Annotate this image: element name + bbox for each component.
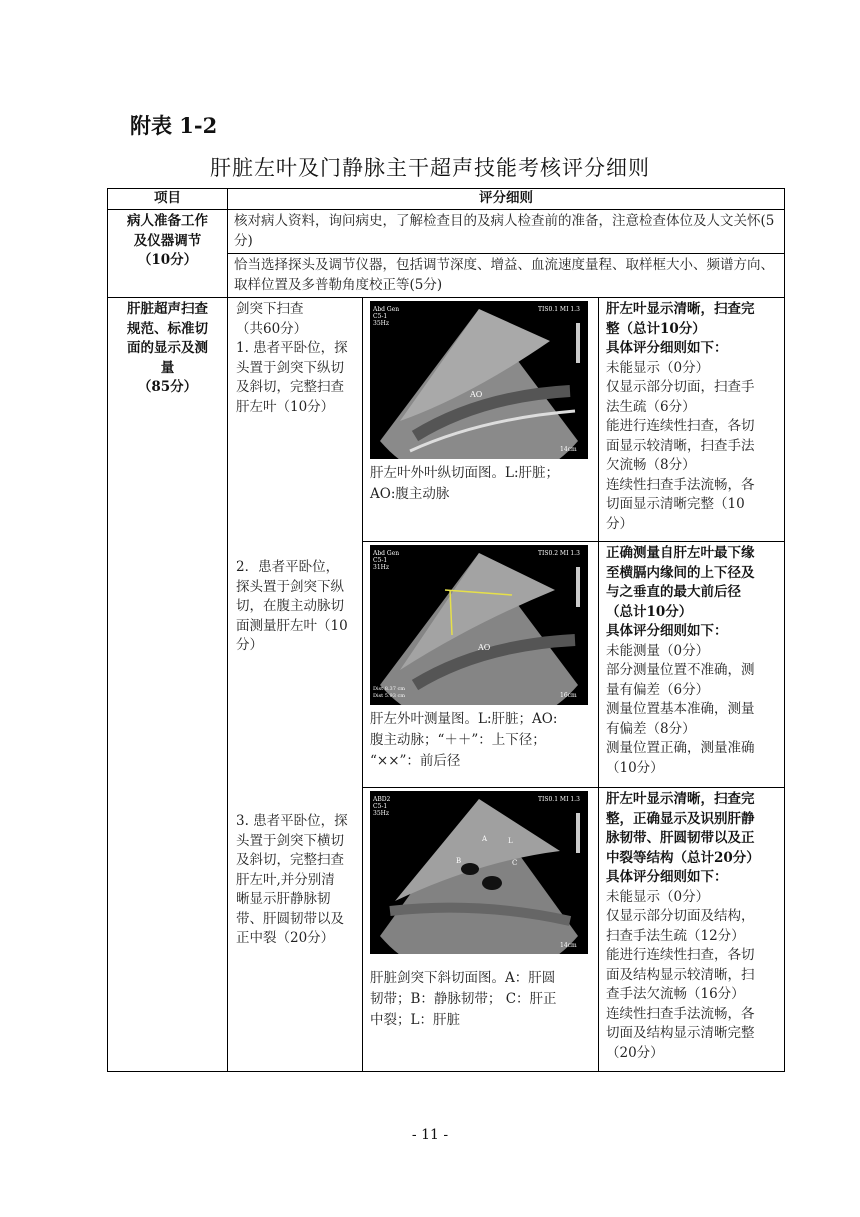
caption-line: 韧带；B：静脉韧带； C：肝正 (370, 991, 557, 1007)
category-line: 量 (160, 359, 175, 376)
prep-category (108, 210, 228, 298)
criteria-item: 能进行连续性扫查，各切 (606, 947, 755, 963)
criteria-heading: 脉韧带、肝圆韧带以及正 (606, 830, 755, 846)
image-label: 35Hz (373, 320, 390, 327)
criteria-2 (599, 542, 785, 788)
step-line: 肝左叶,并分别清 (236, 871, 335, 888)
step-line: 分） (236, 637, 263, 653)
category-line: 及仪器调节 (133, 232, 202, 249)
criteria-heading: 肝左叶显示清晰，扫查完 (606, 791, 755, 807)
image-label: Dist 8.37 cm (373, 686, 406, 692)
step-line: 正中裂（20分） (236, 930, 335, 946)
image-label: B (456, 857, 462, 865)
image-caption-2 (370, 709, 594, 772)
image-label: C5-1 (373, 557, 388, 564)
header-item: 项目 (108, 189, 228, 210)
step-2-image-cell (363, 542, 599, 788)
category-line: （10分） (137, 252, 198, 268)
criteria-item: 连续性扫查手法流畅，各 (606, 1005, 755, 1022)
criteria-3 (599, 788, 785, 1072)
scan-category (108, 298, 228, 1072)
image-label: AO (478, 643, 491, 652)
caption-line: 中裂；L：肝脏 (370, 1012, 460, 1028)
criteria-item: （20分） (606, 1044, 664, 1061)
criteria-item: （10分） (606, 759, 664, 776)
step-line: 及斜切，完整扫查 (236, 852, 344, 868)
criteria-heading: 至横膈内缘间的上下径及 (606, 564, 755, 581)
image-label: Abd Gen (373, 306, 400, 313)
page-number: - 11 - (411, 1127, 449, 1143)
caption-line: AO:腹主动脉 (370, 486, 450, 502)
category-line: 面的显示及测 (127, 340, 208, 356)
step-1-image-cell (363, 298, 599, 542)
criteria-heading: 整（总计10分） (606, 320, 706, 337)
criteria-item: 有偏差（8分） (606, 720, 696, 737)
scoring-table (107, 188, 785, 1072)
criteria-item: 未能显示（0分） (606, 359, 710, 376)
step-line: 切，在腹主动脉切 (236, 598, 344, 614)
criteria-heading: 整，正确显示及识别肝静 (606, 810, 755, 827)
criteria-heading: （总计10分） (606, 603, 693, 620)
ultrasound-image-2 (370, 545, 588, 705)
criteria-item: 切面显示清晰完整（10 (606, 496, 745, 512)
criteria-1 (599, 298, 785, 542)
image-label: C5-1 (373, 313, 388, 320)
caption-line: 肝左外叶测量图。L:肝脏；AO: (370, 711, 558, 727)
criteria-item: 分） (606, 515, 633, 532)
criteria-item: 仅显示部分切面，扫查手 (606, 379, 755, 395)
criteria-item: 测量位置正确，测量准确 (606, 740, 755, 756)
criteria-item: 查手法欠流畅（16分） (606, 986, 745, 1002)
step-line: 头置于剑突下横切 (236, 832, 344, 849)
page-title: 肝脏左叶及门静脉主干超声技能考核评分细则 (210, 156, 650, 180)
step-line: 2．患者平卧位， (236, 559, 340, 575)
criteria-heading: 具体评分细则如下： (606, 623, 728, 639)
image-label: 14cm (560, 942, 577, 949)
caption-line: 肝脏剑突下斜切面图。A：肝圆 (370, 970, 556, 986)
criteria-item: 欠流畅（8分） (606, 457, 696, 473)
step-line: 面测量肝左叶（10 (236, 617, 348, 634)
step-line: 3. 患者平卧位，探 (236, 813, 348, 829)
category-line: （85分） (137, 379, 198, 395)
image-label: 35Hz (373, 810, 390, 817)
image-caption-1 (370, 463, 594, 505)
category-line: 规范、标准切 (127, 320, 208, 337)
criteria-item: 面及结构显示较清晰，扫 (606, 966, 755, 983)
image-label: A (482, 835, 488, 843)
caption-line: 肝左叶外叶纵切面图。L:肝脏； (370, 465, 560, 481)
image-label: 16cm (560, 692, 577, 699)
image-label: L (508, 837, 513, 845)
image-label: Abd Gen (373, 550, 400, 557)
prep-row-1 (108, 210, 785, 254)
ultrasound-image-3 (370, 791, 588, 954)
criteria-item: 部分测量位置不准确，测 (606, 662, 755, 678)
image-label: Dist 5.93 cm (373, 693, 406, 699)
step-line: 及斜切，完整扫查 (236, 379, 344, 395)
criteria-item: 未能测量（0分） (606, 642, 710, 659)
criteria-item: 面显示较清晰，扫查手法 (606, 437, 755, 454)
prep-criterion-2: 恰当选择探头及调节仪器，包括调节深度、增益、血流速度量程、取样框大小、频谱方向、取样位置及多普勒角度校正等(5分) (228, 254, 785, 298)
header-detail: 评分细则 (228, 189, 785, 210)
step-intro: （共60分） (236, 320, 308, 337)
criteria-heading: 具体评分细则如下： (606, 869, 728, 885)
criteria-heading: 正确测量自肝左叶最下缘 (606, 545, 755, 561)
step-1-text (228, 298, 362, 548)
category-line: 肝脏超声扫查 (127, 301, 208, 317)
table-header-row (108, 189, 785, 210)
image-label: AO (470, 390, 483, 399)
criteria-heading: 具体评分细则如下： (606, 340, 728, 356)
appendix-label: 附表 1-2 (130, 113, 218, 138)
step-intro: 剑突下扫查 (236, 301, 304, 317)
image-label: 14cm (560, 446, 577, 453)
criteria-item: 扫查手法生疏（12分） (606, 927, 745, 944)
criteria-item: 切面及结构显示清晰完整 (606, 1025, 755, 1041)
criteria-item: 仅显示部分切面及结构， (606, 908, 755, 924)
criteria-item: 未能显示（0分） (606, 888, 710, 905)
criteria-item: 法生疏（6分） (606, 398, 696, 415)
steps-column (228, 298, 363, 1072)
step-line: 带、肝圆韧带以及 (236, 910, 344, 927)
criteria-heading: 中裂等结构（总计20分） (606, 849, 760, 866)
step-line: 头置于剑突下纵切 (236, 359, 344, 376)
caption-line: 腹主动脉；“＋＋”：上下径； (370, 732, 546, 748)
ultrasound-image-1 (370, 301, 588, 459)
caption-line: “××”：前后径 (370, 753, 461, 769)
scan-row-1 (108, 298, 785, 542)
step-line: 1. 患者平卧位，探 (236, 340, 348, 356)
criteria-item: 测量位置基本准确，测量 (606, 701, 755, 717)
image-label: TIS0.1 MI 1.3 (538, 796, 580, 803)
step-3-image-cell (363, 788, 599, 1072)
criteria-heading: 肝左叶显示清晰，扫查完 (606, 301, 755, 317)
image-label: TIS0.1 MI 1.3 (538, 306, 580, 313)
step-line: 晰显示肝静脉韧 (236, 891, 331, 907)
image-caption-3 (370, 968, 594, 1031)
image-label: C5-1 (373, 803, 388, 810)
prep-criterion-1: 核对病人资料，询问病史，了解检查目的及病人检查前的准备，注意检查体位及人文关怀(5分) (228, 210, 785, 254)
step-2-text (228, 548, 362, 796)
criteria-heading: 与之垂直的最大前后径 (606, 584, 741, 600)
image-label: ABD2 (373, 796, 391, 803)
criteria-item: 量有偏差（6分） (606, 681, 710, 698)
criteria-item: 能进行连续性扫查，各切 (606, 418, 755, 434)
criteria-item: 连续性扫查手法流畅，各 (606, 476, 755, 493)
category-line: 病人准备工作 (127, 213, 208, 229)
step-3-text (228, 796, 362, 949)
image-label: 31Hz (373, 564, 390, 571)
step-line: 探头置于剑突下纵 (236, 578, 344, 595)
step-line: 肝左叶（10分） (236, 398, 335, 415)
image-label: TIS0.2 MI 1.3 (538, 550, 580, 557)
image-label: C (512, 859, 518, 867)
